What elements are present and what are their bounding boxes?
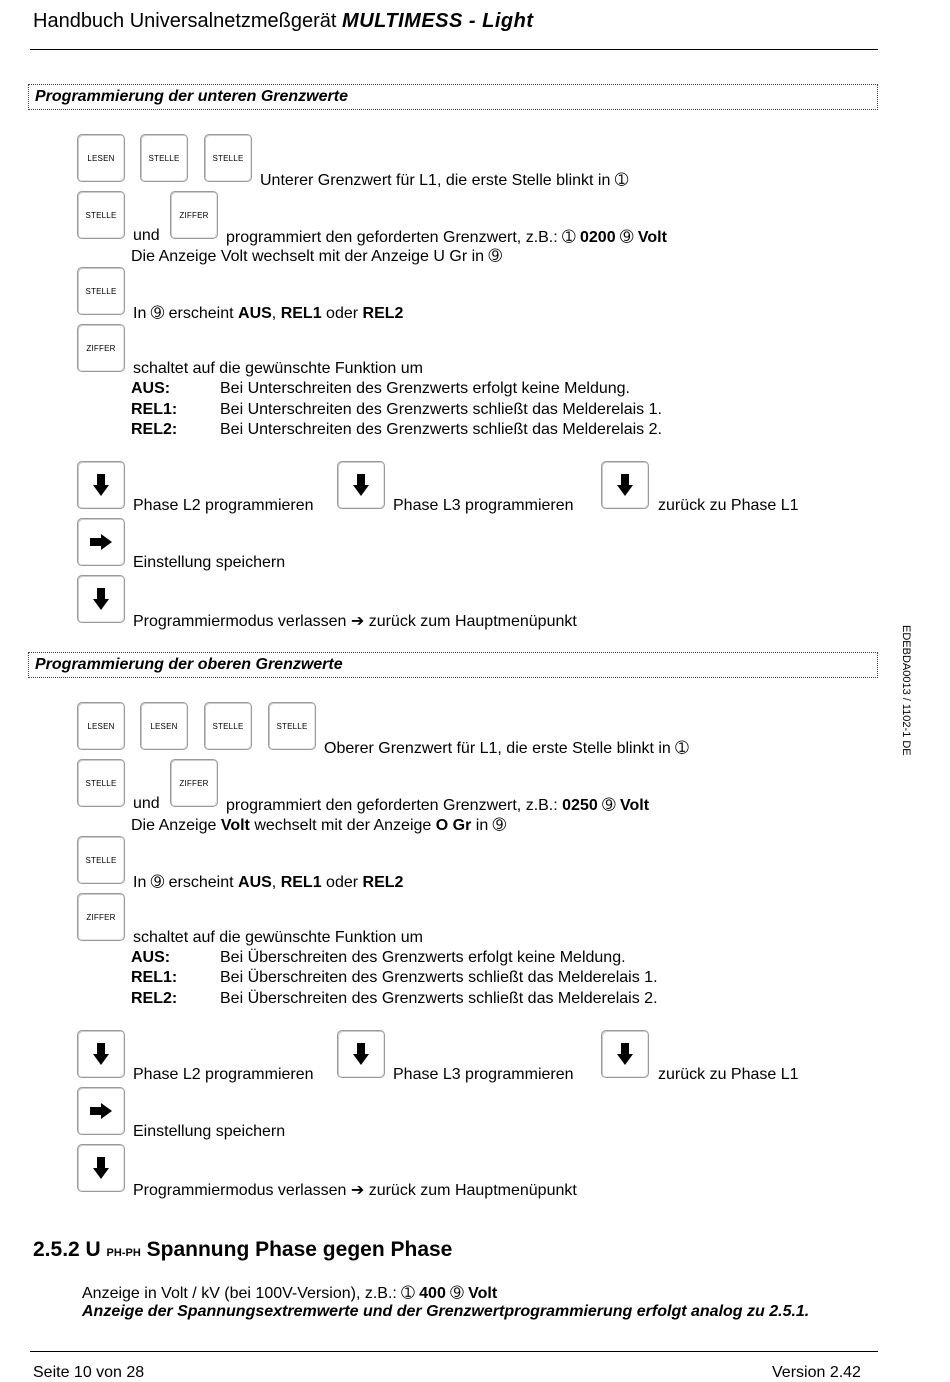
down-arrow-key[interactable]	[77, 1144, 125, 1192]
section-upper-title: Programmierung der oberen Grenzwerte	[35, 656, 343, 673]
lower-nav-l1: zurück zu Phase L1	[658, 497, 799, 514]
ziffer-key[interactable]: ZIFFER	[170, 759, 218, 807]
lower-step2-text: programmiert den geforderten Grenzwert, z.B.: ➀ 0200 ➈ Volt	[226, 229, 667, 246]
down-arrow-key[interactable]	[601, 461, 649, 509]
stelle-key[interactable]: STELLE	[77, 267, 125, 315]
down-arrow-icon	[616, 1042, 634, 1066]
down-arrow-icon	[352, 473, 370, 497]
stelle-key[interactable]: STELLE	[204, 702, 252, 750]
lower-step3-text: In ➈ erscheint AUS, REL1 oder REL2	[133, 305, 404, 322]
lower-exit: Programmiermodus verlassen ➔ zurück zum Hauptmenüpunkt	[133, 613, 577, 630]
down-arrow-icon	[616, 473, 634, 497]
upper-step2-text: programmiert den geforderten Grenzwert, z.B.: 0250 ➈ Volt	[226, 797, 650, 814]
upper-nav-l2: Phase L2 programmieren	[133, 1066, 314, 1083]
upper-def-aus: AUS: Bei Überschreiten des Grenzwerts erfolgt keine Meldung.	[131, 949, 626, 966]
down-arrow-key[interactable]	[77, 575, 125, 623]
lesen-key[interactable]: LESEN	[140, 702, 188, 750]
section-252-line1: Anzeige in Volt / kV (bei 100V-Version), z.B.: ➀ 400 ➈ Volt	[82, 1285, 498, 1302]
section-252-line2: Anzeige der Spannungsextremwerte und der Grenzwertprogrammierung erfolgt analog zu 2.5.1.	[82, 1303, 810, 1320]
upper-step1-text: Oberer Grenzwert für L1, die erste Stelle blinkt in ➀	[324, 740, 689, 757]
ziffer-key[interactable]: ZIFFER	[170, 191, 218, 239]
lower-nav-l3: Phase L3 programmieren	[393, 497, 574, 514]
down-arrow-icon	[92, 1156, 110, 1180]
upper-step2-line2: Die Anzeige Volt wechselt mit der Anzeige O Gr in ➈	[131, 817, 507, 834]
lower-def-rel1: REL1: Bei Unterschreiten des Grenzwerts schließt das Melderelais 1.	[131, 401, 662, 418]
section-252-heading: 2.5.2 U PH-PH Spannung Phase gegen Phase	[33, 1238, 453, 1261]
header-rule	[30, 49, 878, 50]
header-brand: MULTIMESS - Light	[342, 10, 534, 32]
lower-def-rel2: REL2: Bei Unterschreiten des Grenzwerts schließt das Melderelais 2.	[131, 421, 662, 438]
down-arrow-icon	[92, 1042, 110, 1066]
upper-step4-text: schaltet auf die gewünschte Funktion um	[133, 929, 423, 946]
section-upper-limits	[28, 652, 878, 678]
section-lower-title: Programmierung der unteren Grenzwerte	[35, 88, 348, 105]
down-arrow-icon	[92, 473, 110, 497]
upper-nav-l3: Phase L3 programmieren	[393, 1066, 574, 1083]
upper-def-rel2: REL2: Bei Überschreiten des Grenzwerts schließt das Melderelais 2.	[131, 990, 658, 1007]
stelle-key[interactable]: STELLE	[77, 759, 125, 807]
ziffer-key[interactable]: ZIFFER	[77, 893, 125, 941]
page-number: Seite 10 von 28	[33, 1364, 145, 1381]
lower-step2-line2: Die Anzeige Volt wechselt mit der Anzeige U Gr in ➈	[131, 248, 502, 265]
section-lower-limits	[28, 84, 878, 110]
lower-step4-text: schaltet auf die gewünschte Funktion um	[133, 360, 423, 377]
stelle-key[interactable]: STELLE	[77, 191, 125, 239]
right-arrow-icon	[89, 533, 113, 551]
stelle-key[interactable]: STELLE	[140, 134, 188, 182]
page-header	[33, 10, 533, 33]
lesen-key[interactable]: LESEN	[77, 134, 125, 182]
stelle-key[interactable]: STELLE	[77, 836, 125, 884]
lower-step1-text: Unterer Grenzwert für L1, die erste Stelle blinkt in ➀	[260, 172, 629, 189]
down-arrow-key[interactable]	[337, 461, 385, 509]
document-code: EDEBDA0013 / 1102-1 DE	[900, 625, 912, 756]
stelle-key[interactable]: STELLE	[204, 134, 252, 182]
down-arrow-icon	[92, 587, 110, 611]
upper-save: Einstellung speichern	[133, 1123, 286, 1140]
right-arrow-key[interactable]	[77, 518, 125, 566]
down-arrow-key[interactable]	[337, 1030, 385, 1078]
down-arrow-icon	[352, 1042, 370, 1066]
stelle-key[interactable]: STELLE	[268, 702, 316, 750]
lower-step2-und: und	[133, 227, 160, 244]
upper-nav-l1: zurück zu Phase L1	[658, 1066, 799, 1083]
upper-exit: Programmiermodus verlassen ➔ zurück zum Hauptmenüpunkt	[133, 1182, 577, 1199]
lower-save: Einstellung speichern	[133, 554, 286, 571]
footer-rule	[30, 1351, 878, 1352]
upper-step3-text: In ➈ erscheint AUS, REL1 oder REL2	[133, 874, 404, 891]
upper-def-rel1: REL1: Bei Überschreiten des Grenzwerts schließt das Melderelais 1.	[131, 969, 658, 986]
version-label: Version 2.42	[772, 1364, 861, 1381]
right-arrow-icon	[89, 1102, 113, 1120]
header-title: Handbuch Universalnetzmeßgerät	[33, 10, 343, 32]
down-arrow-key[interactable]	[77, 1030, 125, 1078]
lower-def-aus: AUS: Bei Unterschreiten des Grenzwerts erfolgt keine Meldung.	[131, 380, 630, 397]
upper-step2-und: und	[133, 795, 160, 812]
down-arrow-key[interactable]	[77, 461, 125, 509]
down-arrow-key[interactable]	[601, 1030, 649, 1078]
lesen-key[interactable]: LESEN	[77, 702, 125, 750]
lower-nav-l2: Phase L2 programmieren	[133, 497, 314, 514]
ziffer-key[interactable]: ZIFFER	[77, 324, 125, 372]
right-arrow-key[interactable]	[77, 1087, 125, 1135]
